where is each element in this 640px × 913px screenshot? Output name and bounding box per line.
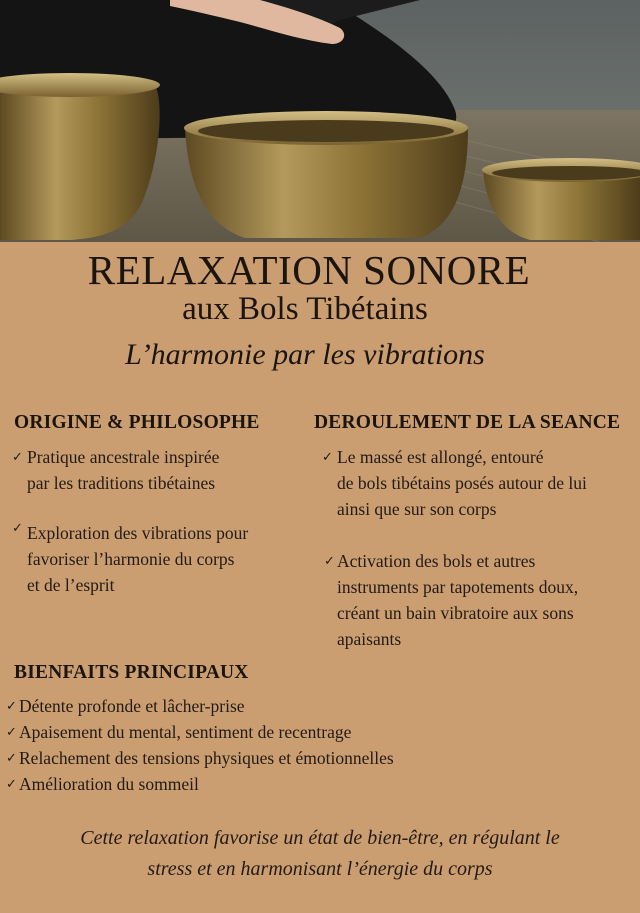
closing-statement-line-1: Cette relaxation favorise un état de bien-être, en régulant le [80,827,560,849]
deroulement-item-1-line-2: de bols tibétains posés autour de lui [337,473,587,493]
page-tagline: L’harmonie par les vibrations [125,338,485,371]
hero-photo [0,0,640,242]
deroulement-item-2-line-3: créant un bain vibratoire aux sons [337,603,574,623]
origine-item-2 [12,520,302,598]
deroulement-item-2 [324,548,634,652]
bienfaits-item-4-text: Amélioration du sommeil [19,774,199,794]
bienfaits-item-2 [6,719,606,745]
deroulement-item-1-line-3: ainsi que sur son corps [337,499,497,519]
origine-item-1-line-2: par les traditions tibétaines [27,473,216,493]
origine-item-2-line-1: Exploration des vibrations pour [27,523,249,543]
check-icon: ✓ [6,699,17,714]
check-icon: ✓ [6,725,17,740]
singing-bowls-illustration [0,0,640,242]
closing-statement [40,823,600,885]
deroulement-item-1-line-1: Le massé est allongé, entouré [337,447,544,467]
origine-item-1 [12,444,302,496]
bienfaits-item-3-text: Relachement des tensions physiques et émotionnelles [19,748,394,768]
bienfaits-item-1 [6,693,606,719]
check-icon: ✓ [324,554,335,569]
bienfaits-item-4 [6,771,606,797]
bienfaits-item-2-text: Apaisement du mental, sentiment de recentrage [19,722,352,742]
bienfaits-item-3 [6,745,606,771]
check-icon: ✓ [12,521,23,536]
check-icon: ✓ [322,450,333,465]
origine-item-1-line-1: Pratique ancestrale inspirée [27,447,220,467]
check-icon: ✓ [6,751,17,766]
origine-item-2-line-2: favoriser l’harmonie du corps [27,549,235,569]
origine-item-2-line-3: et de l’esprit [27,575,115,595]
page-title-text: RELAXATION SONORE [87,247,531,293]
deroulement-item-2-line-4: apaisants [337,629,402,649]
closing-statement-line-2: stress et en harmonisant l’énergie du corps [147,858,493,880]
deroulement-heading: DEROULEMENT DE LA SEANCE [314,412,621,433]
deroulement-item-2-line-2: instruments par tapotements doux, [337,577,579,597]
check-icon: ✓ [6,777,17,792]
check-icon: ✓ [12,450,23,465]
origine-heading: ORIGINE & PHILOSOPHE [14,412,260,433]
page-subtitle: aux Bols Tibétains [182,291,428,327]
deroulement-item-1 [322,444,638,522]
bienfaits-item-1-text: Détente profonde et lâcher-prise [19,696,245,716]
page-title [0,246,640,294]
deroulement-item-2-line-1: Activation des bols et autres [337,551,536,571]
bienfaits-heading: BIENFAITS PRINCIPAUX [14,662,249,683]
